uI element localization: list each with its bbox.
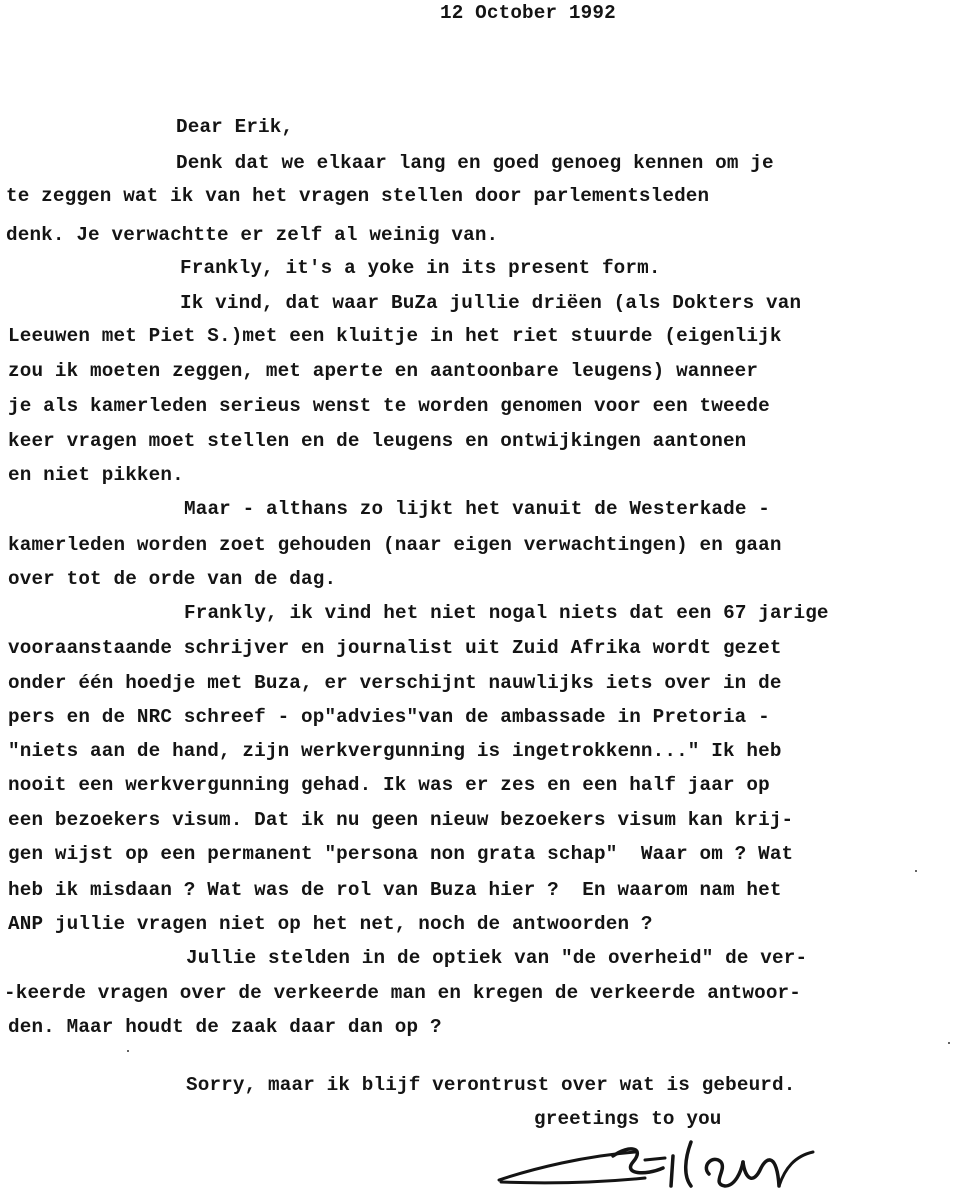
body-line: keer vragen moet stellen en de leugens en ontwijkingen aantonen (8, 430, 747, 452)
body-line: onder één hoedje met Buza, er verschijnt nauwlijks iets over in de (8, 672, 782, 694)
body-line: en niet pikken. (8, 464, 184, 486)
body-line: -keerde vragen over de verkeerde man en kregen de verkeerde antwoor- (4, 982, 802, 1004)
body-line: zou ik moeten zeggen, met aperte en aantoonbare leugens) wanneer (8, 360, 759, 382)
body-line: je als kamerleden serieus wenst te worden genomen voor een tweede (8, 395, 770, 417)
body-line: te zeggen wat ik van het vragen stellen door parlementsleden (6, 185, 710, 207)
letter-date: 12 October 1992 (440, 2, 616, 24)
body-line: over tot de orde van de dag. (8, 568, 337, 590)
body-line: Frankly, ik vind het niet nogal niets dat een 67 jarige (184, 602, 829, 624)
body-line: heb ik misdaan ? Wat was de rol van Buza hier ? En waarom nam het (8, 879, 782, 901)
body-line: vooraanstaande schrijver en journalist uit Zuid Afrika wordt gezet (8, 637, 782, 659)
closing-line: greetings to you (534, 1108, 722, 1130)
paper-speck (127, 1050, 129, 1052)
body-line: kamerleden worden zoet gehouden (naar eigen verwachtingen) en gaan (8, 534, 782, 556)
body-line: Jullie stelden in de optiek van "de overheid" de ver- (186, 947, 808, 969)
body-line: nooit een werkvergunning gehad. Ik was er zes en een half jaar op (8, 774, 770, 796)
body-line: Maar - althans zo lijkt het vanuit de Westerkade - (184, 498, 771, 520)
body-line: pers en de NRC schreef - op"advies"van de ambassade in Pretoria - (8, 706, 770, 728)
body-line: een bezoekers visum. Dat ik nu geen nieuw bezoekers visum kan krij- (8, 809, 794, 831)
salutation: Dear Erik, (176, 116, 294, 138)
body-line: ANP jullie vragen niet op het net, noch de antwoorden ? (8, 913, 653, 935)
paper-speck (915, 870, 917, 872)
body-line: Frankly, it's a yoke in its present form. (180, 257, 661, 279)
body-line: den. Maar houdt de zaak daar dan op ? (8, 1016, 442, 1038)
closing-line: Sorry, maar ik blijf verontrust over wat is gebeurd. (186, 1074, 796, 1096)
paper-speck (948, 1042, 950, 1044)
body-line: denk. Je verwachtte er zelf al weinig van. (6, 224, 499, 246)
body-line: Denk dat we elkaar lang en goed genoeg kennen om je (176, 152, 774, 174)
body-line: Ik vind, dat waar BuZa jullie driëen (als Dokters van (180, 292, 802, 314)
body-line: Leeuwen met Piet S.)met een kluitje in het riet stuurde (eigenlijk (8, 325, 782, 347)
body-line: gen wijst op een permanent "persona non grata schap" Waar om ? Wat (8, 843, 794, 865)
body-line: "niets aan de hand, zijn werkvergunning is ingetrokkenn..." Ik heb (8, 740, 782, 762)
handwritten-signature (495, 1138, 855, 1196)
